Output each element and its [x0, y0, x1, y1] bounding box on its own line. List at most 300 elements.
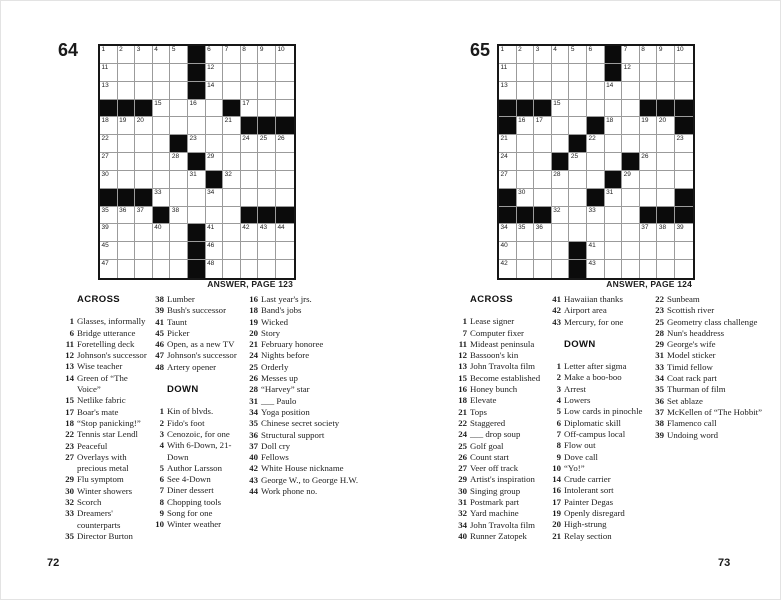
cell-number: 10 — [676, 46, 684, 53]
grid-cell — [276, 171, 294, 189]
clue-number: 40 — [458, 530, 467, 541]
grid-cell — [170, 171, 188, 189]
grid-cell — [153, 242, 171, 260]
cell-number: 46 — [207, 242, 215, 250]
cell-number: 12 — [623, 63, 631, 71]
grid-cell — [258, 46, 276, 64]
clue-number: 8 — [159, 496, 164, 507]
clue-text: Story — [261, 327, 281, 338]
grid-cell — [552, 100, 570, 118]
grid-cell — [587, 46, 605, 64]
grid-cell — [153, 171, 171, 189]
clue-number: 36 — [249, 429, 258, 440]
grid-cell — [188, 171, 206, 189]
grid-cell-black — [657, 207, 675, 225]
grid-cell-black — [569, 260, 587, 278]
clue-text: Wicked — [261, 316, 289, 327]
grid-cell-black — [587, 117, 605, 135]
clue-text: Taunt — [167, 316, 187, 327]
grid-cell — [258, 82, 276, 100]
clue-text: John Travolta film — [470, 519, 536, 530]
grid-cell — [552, 224, 570, 242]
clue — [547, 317, 645, 328]
grid-cell — [587, 260, 605, 278]
cell-number: 17 — [535, 117, 543, 125]
grid-cell — [100, 117, 118, 135]
grid-cell — [569, 46, 587, 64]
clue — [650, 418, 764, 429]
answer-note: ANSWER, PAGE 123 — [207, 279, 293, 289]
grid-cell — [170, 64, 188, 82]
clue — [650, 350, 764, 361]
clue-text: Off-campus local — [564, 428, 626, 439]
grid-cell — [135, 207, 153, 225]
cell-number: 8 — [641, 46, 645, 53]
clue — [650, 294, 764, 305]
cell-number: 22 — [101, 135, 109, 143]
grid-cell — [276, 242, 294, 260]
clue — [453, 339, 547, 350]
clue — [244, 407, 364, 418]
cell-number: 16 — [518, 117, 526, 125]
grid-cell — [276, 46, 294, 64]
clue-number: 4 — [159, 440, 164, 451]
clue-text: Green of “The Voice” — [77, 372, 128, 395]
clue-text: Lowers — [564, 395, 591, 406]
grid-cell — [258, 171, 276, 189]
clue-number: 6 — [556, 417, 561, 428]
grid-cell-black — [188, 82, 206, 100]
clue — [650, 305, 764, 316]
grid-cell — [241, 46, 259, 64]
grid-cell — [517, 135, 535, 153]
clue-number: 6 — [69, 327, 74, 338]
grid-cell-black — [188, 242, 206, 260]
clue — [244, 328, 364, 339]
clue-text: McKellen of “The Hobbit” — [667, 406, 763, 417]
clue — [547, 384, 645, 395]
grid-cell — [569, 207, 587, 225]
clue — [150, 497, 242, 508]
grid-cell-black — [605, 46, 623, 64]
clue — [453, 441, 547, 452]
grid-cell — [276, 82, 294, 100]
grid-cell — [587, 171, 605, 189]
clue-number: 20 — [552, 519, 561, 530]
clue-number: 39 — [655, 429, 664, 440]
clue — [244, 317, 364, 328]
clue-number: 11 — [458, 338, 467, 349]
cell-number: 36 — [119, 206, 127, 214]
clue — [244, 305, 364, 316]
clue-text: Structural support — [261, 429, 325, 440]
grid-cell-black — [135, 189, 153, 207]
cell-number: 24 — [500, 153, 508, 161]
grid-cell — [569, 153, 587, 171]
grid-cell — [622, 189, 640, 207]
grid-cell — [100, 82, 118, 100]
grid-cell — [640, 64, 658, 82]
clue — [150, 406, 242, 417]
clue-number: 33 — [655, 361, 664, 372]
clue-number: 48 — [155, 361, 164, 372]
clue-number: 42 — [249, 463, 258, 474]
clue-text: ___ Paulo — [261, 395, 297, 406]
grid-cell — [276, 153, 294, 171]
clue-text: February honoree — [261, 339, 324, 350]
grid-cell — [258, 242, 276, 260]
grid-cell — [622, 117, 640, 135]
cell-number: 29 — [623, 170, 631, 178]
grid-cell — [118, 82, 136, 100]
grid-cell — [534, 242, 552, 260]
clue-text: Yoga position — [261, 406, 310, 417]
grid-cell — [206, 117, 224, 135]
grid-cell — [118, 224, 136, 242]
grid-cell — [170, 260, 188, 278]
cell-number: 13 — [101, 81, 109, 89]
clue-number: 16 — [552, 485, 561, 496]
clue-number: 10 — [155, 519, 164, 530]
grid-cell — [640, 117, 658, 135]
clue-text: Open, as a new TV — [167, 339, 235, 350]
clue-number: 34 — [458, 519, 467, 530]
clue-text: Orderly — [261, 361, 289, 372]
clue — [60, 531, 150, 542]
grid-cell — [170, 189, 188, 207]
grid-cell — [258, 189, 276, 207]
clue-number: 34 — [655, 373, 664, 384]
grid-cell — [675, 46, 693, 64]
grid-cell — [640, 82, 658, 100]
grid-cell-black — [605, 64, 623, 82]
cell-number: 3 — [136, 46, 141, 53]
clue-number: 44 — [249, 486, 258, 497]
cell-number: 10 — [277, 46, 285, 53]
grid-cell — [206, 242, 224, 260]
clue-number: 22 — [65, 429, 74, 440]
grid-cell — [552, 135, 570, 153]
clue — [244, 294, 364, 305]
cell-number: 30 — [518, 188, 526, 196]
grid-cell — [276, 100, 294, 118]
clue-text: Singing group — [470, 485, 521, 496]
grid-cell — [188, 135, 206, 153]
grid-cell — [153, 260, 171, 278]
clue-number: 31 — [458, 497, 467, 508]
grid-cell-black — [118, 100, 136, 118]
cell-number: 23 — [189, 135, 197, 143]
clue-number: 32 — [65, 497, 74, 508]
cell-number: 6 — [207, 46, 211, 53]
clue — [547, 372, 645, 383]
cell-number: 48 — [207, 260, 215, 268]
clue — [60, 339, 150, 350]
grid-cell — [517, 153, 535, 171]
grid-cell — [517, 82, 535, 100]
grid-cell — [587, 82, 605, 100]
grid-cell-black — [499, 207, 517, 225]
clue-text: Kin of blvds. — [167, 406, 214, 417]
grid-cell — [153, 153, 171, 171]
clue-text: White House nickname — [261, 463, 344, 474]
clue — [453, 350, 547, 361]
grid-cell — [170, 242, 188, 260]
grid-cell-black — [534, 207, 552, 225]
cell-number: 26 — [277, 135, 285, 143]
clue — [60, 452, 150, 475]
clue — [453, 463, 547, 474]
clue — [60, 407, 150, 418]
grid-cell — [258, 135, 276, 153]
clue-number: 11 — [65, 338, 74, 349]
grid-cell-black — [499, 117, 517, 135]
clue-text: Fellows — [261, 452, 289, 463]
clue-text: Golf goal — [470, 440, 504, 451]
clue-column — [244, 294, 364, 497]
grid-cell — [517, 224, 535, 242]
clue-column — [453, 294, 547, 542]
grid-cell — [587, 135, 605, 153]
grid-cell — [517, 64, 535, 82]
clue-number: 10 — [552, 462, 561, 473]
grid-cell-black — [517, 100, 535, 118]
grid-cell — [223, 224, 241, 242]
cell-number: 9 — [658, 46, 663, 53]
cell-number: 20 — [658, 117, 667, 125]
grid-cell — [241, 260, 259, 278]
grid-cell — [552, 207, 570, 225]
grid-cell — [206, 260, 224, 278]
cell-number: 25 — [570, 153, 579, 161]
clue-number: 2 — [159, 417, 164, 428]
grid-cell — [206, 189, 224, 207]
grid-cell-black — [241, 117, 259, 135]
clue — [547, 463, 645, 474]
grid-cell — [622, 260, 640, 278]
grid-cell — [534, 153, 552, 171]
clue — [453, 395, 547, 406]
grid-cell — [258, 64, 276, 82]
cell-number: 19 — [119, 117, 127, 125]
clue-text: Flow out — [564, 440, 596, 451]
clue-text: Winter weather — [167, 519, 222, 530]
grid-cell — [223, 153, 241, 171]
clue-number: 41 — [155, 316, 164, 327]
grid-cell — [153, 82, 171, 100]
clue — [60, 497, 150, 508]
clue — [453, 373, 547, 384]
cell-number: 28 — [171, 153, 180, 161]
clue — [150, 508, 242, 519]
clue — [244, 486, 364, 497]
cell-number: 38 — [658, 224, 667, 232]
clue-text: Flu symptom — [77, 474, 124, 485]
cell-number: 15 — [154, 99, 162, 107]
clue-number: 31 — [655, 350, 664, 361]
clue-text: Postmark part — [470, 497, 520, 508]
grid-cell — [657, 153, 675, 171]
grid-cell — [552, 117, 570, 135]
clue — [547, 305, 645, 316]
grid-cell — [100, 260, 118, 278]
cell-number: 11 — [500, 63, 508, 71]
clue-text: Crude carrier — [564, 474, 611, 485]
clue-number: 2 — [556, 372, 561, 383]
clue — [150, 440, 242, 463]
cell-number: 45 — [101, 242, 109, 250]
page-number: 72 — [47, 557, 60, 569]
grid-cell — [517, 171, 535, 189]
grid-cell — [534, 260, 552, 278]
clue-text: Song for one — [167, 508, 213, 519]
clue-number: 18 — [249, 305, 258, 316]
clue — [60, 441, 150, 452]
grid-cell-black — [534, 100, 552, 118]
clue-text: Sunbeam — [667, 294, 700, 304]
grid-cell — [206, 224, 224, 242]
grid-cell — [135, 117, 153, 135]
grid-cell-black — [188, 64, 206, 82]
grid-cell — [622, 224, 640, 242]
clue-number: 28 — [655, 327, 664, 338]
grid-cell — [675, 171, 693, 189]
grid-cell-black — [675, 117, 693, 135]
clue-number: 43 — [552, 316, 561, 327]
clue-number: 47 — [155, 350, 164, 361]
grid-cell-black — [675, 100, 693, 118]
grid-cell — [534, 64, 552, 82]
cell-number: 1 — [101, 46, 106, 53]
clue-text: Messes up — [261, 373, 298, 384]
grid-cell — [552, 82, 570, 100]
clue-number: 35 — [655, 384, 664, 395]
clue — [650, 384, 764, 395]
cell-number: 4 — [553, 46, 557, 53]
clue — [547, 531, 645, 542]
grid-cell — [241, 242, 259, 260]
grid-cell-black — [100, 100, 118, 118]
clue-text: Undoing word — [667, 429, 719, 440]
clue — [453, 384, 547, 395]
clue-number: 19 — [249, 316, 258, 327]
grid-cell — [534, 189, 552, 207]
grid-cell — [241, 100, 259, 118]
clue-text: Model sticker — [667, 350, 716, 361]
clue — [547, 519, 645, 530]
clue-text: ___ drop soup — [470, 429, 521, 440]
grid-cell — [153, 46, 171, 64]
grid-cell-black — [153, 207, 171, 225]
cell-number: 4 — [154, 46, 158, 53]
grid-cell — [135, 224, 153, 242]
crossword-grid — [497, 44, 695, 280]
cell-number: 14 — [207, 81, 215, 89]
clue — [650, 430, 764, 441]
grid-cell — [657, 135, 675, 153]
clue — [244, 339, 364, 350]
clue-text: Lease signer — [470, 316, 515, 327]
grid-cell — [258, 224, 276, 242]
clue — [453, 520, 547, 531]
clue-list-header: ACROSS — [470, 294, 514, 305]
grid-cell — [622, 242, 640, 260]
clue — [453, 429, 547, 440]
clue — [150, 418, 242, 429]
grid-cell — [258, 260, 276, 278]
clue-number: 3 — [159, 428, 164, 439]
grid-cell — [569, 64, 587, 82]
clue-text: Mideast peninsula — [470, 338, 535, 349]
cell-number: 43 — [259, 224, 268, 232]
clue — [650, 373, 764, 384]
clue-number: 21 — [458, 406, 467, 417]
grid-cell — [153, 224, 171, 242]
grid-cell — [605, 224, 623, 242]
grid-cell — [675, 64, 693, 82]
grid-cell — [135, 153, 153, 171]
grid-cell — [153, 135, 171, 153]
clue-number: 39 — [155, 305, 164, 316]
grid-cell — [276, 64, 294, 82]
clue — [244, 452, 364, 463]
clue-number: 14 — [552, 474, 561, 485]
grid-cell — [276, 224, 294, 242]
clue-number: 23 — [65, 440, 74, 451]
grid-cell — [135, 82, 153, 100]
clue — [650, 317, 764, 328]
grid-cell-black — [675, 207, 693, 225]
grid-cell — [517, 242, 535, 260]
grid-cell — [587, 153, 605, 171]
grid-cell — [499, 153, 517, 171]
cell-number: 34 — [207, 188, 215, 196]
grid-cell — [657, 189, 675, 207]
grid-cell — [605, 135, 623, 153]
cell-number: 41 — [588, 242, 596, 250]
crossword-grid — [98, 44, 296, 280]
cell-number: 47 — [101, 260, 109, 268]
clue-number: 7 — [462, 327, 467, 338]
grid-cell — [241, 171, 259, 189]
clue-text: Dove call — [564, 451, 598, 462]
grid-cell — [223, 242, 241, 260]
clue-number: 4 — [556, 395, 561, 406]
clue-number: 1 — [556, 361, 561, 372]
book-page-left — [1, 1, 391, 601]
cell-number: 5 — [171, 46, 176, 53]
grid-cell — [499, 46, 517, 64]
grid-cell — [675, 242, 693, 260]
grid-cell — [170, 224, 188, 242]
clue-number: 25 — [458, 440, 467, 451]
grid-cell — [118, 64, 136, 82]
grid-cell — [605, 100, 623, 118]
clue-number: 15 — [458, 372, 467, 383]
grid-cell — [640, 153, 658, 171]
grid-cell — [206, 64, 224, 82]
grid-cell — [517, 189, 535, 207]
clue — [150, 362, 242, 373]
clue — [60, 373, 150, 396]
grid-cell — [206, 207, 224, 225]
grid-cell — [569, 189, 587, 207]
cell-number: 18 — [606, 117, 614, 125]
clue — [244, 362, 364, 373]
grid-cell — [657, 171, 675, 189]
cell-number: 39 — [676, 224, 684, 232]
clue-number: 26 — [249, 373, 258, 384]
